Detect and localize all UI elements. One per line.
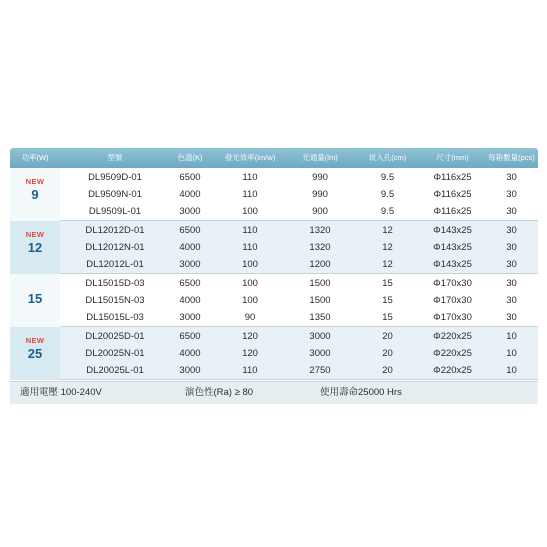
- cell-efficacy: 110: [242, 225, 258, 236]
- cell-qty: 10: [506, 331, 517, 342]
- table-row: [10, 275, 538, 292]
- cell-size: Φ170x30: [433, 295, 472, 306]
- product-group: [10, 327, 538, 380]
- new-badge: NEW: [25, 336, 45, 345]
- cell-cutout: 12: [382, 242, 393, 253]
- cell-color-temp: 6500: [179, 225, 201, 236]
- product-group: [10, 221, 538, 274]
- cell-qty: 30: [506, 278, 517, 289]
- cell-qty: 30: [506, 259, 517, 270]
- cell-model: DL20025N-01: [85, 348, 145, 359]
- cell-model: DL9509D-01: [88, 172, 142, 183]
- header-watt: 功率(W): [21, 153, 49, 162]
- cell-cutout: 20: [382, 365, 393, 376]
- header-cutout: 崁入孔(cm): [368, 153, 407, 162]
- cell-model: DL15015D-03: [85, 278, 145, 289]
- cell-size: Φ170x30: [433, 312, 472, 323]
- cell-cutout: 15: [382, 295, 393, 306]
- cell-qty: 30: [506, 225, 517, 236]
- cell-efficacy: 110: [242, 189, 258, 200]
- cell-size: Φ143x25: [433, 259, 472, 270]
- cell-model: DL20025D-01: [85, 331, 145, 342]
- wattage-value: 12: [27, 240, 43, 255]
- cell-efficacy: 100: [242, 259, 258, 270]
- cell-qty: 30: [506, 206, 517, 217]
- table-row: [10, 345, 538, 362]
- table-header: [10, 148, 538, 168]
- cell-cutout: 9.5: [380, 189, 395, 200]
- cell-qty: 30: [506, 172, 517, 183]
- footer-cri: 演色性(Ra) ≥ 80: [185, 387, 254, 398]
- cell-cutout: 15: [382, 312, 393, 323]
- cell-cutout: 9.5: [380, 172, 395, 183]
- cell-lumen: 990: [312, 172, 328, 183]
- cell-model: DL9509L-01: [88, 206, 142, 217]
- table-row: [10, 328, 538, 345]
- cell-size: Φ220x25: [433, 331, 472, 342]
- cell-color-temp: 3000: [179, 259, 201, 270]
- cell-lumen: 3000: [309, 348, 331, 359]
- table-row: [10, 292, 538, 309]
- cell-model: DL12012N-01: [85, 242, 145, 253]
- table-row: [10, 186, 538, 203]
- cell-model: DL15015L-03: [86, 312, 144, 323]
- cell-lumen: 1350: [309, 312, 331, 323]
- table-row: [10, 256, 538, 273]
- header-model: 型號: [107, 153, 123, 162]
- cell-lumen: 990: [312, 189, 328, 200]
- header-efficacy: 發光效率(lm/w): [224, 153, 276, 162]
- footer-life: 使用壽命25000 Hrs: [320, 387, 402, 398]
- cell-model: DL15015N-03: [85, 295, 145, 306]
- cell-efficacy: 120: [242, 331, 258, 342]
- table-row: [10, 309, 538, 326]
- cell-efficacy: 110: [242, 172, 258, 183]
- spec-table: [10, 148, 538, 403]
- cell-lumen: 1500: [309, 295, 331, 306]
- wattage-value: 15: [27, 291, 43, 306]
- wattage-value: 25: [27, 346, 43, 361]
- table-row: [10, 222, 538, 239]
- cell-efficacy: 100: [242, 278, 258, 289]
- header-size: 尺寸(mm): [436, 153, 469, 162]
- cell-cutout: 15: [382, 278, 393, 289]
- cell-lumen: 1320: [309, 242, 331, 253]
- cell-color-temp: 6500: [179, 278, 201, 289]
- cell-size: Φ143x25: [433, 225, 472, 236]
- cell-size: Φ220x25: [433, 365, 472, 376]
- cell-qty: 30: [506, 189, 517, 200]
- cell-cutout: 20: [382, 348, 393, 359]
- cell-color-temp: 4000: [179, 348, 201, 359]
- cell-efficacy: 90: [244, 312, 256, 323]
- product-group: [10, 274, 538, 327]
- cell-lumen: 1200: [309, 259, 331, 270]
- cell-size: Φ116x25: [433, 206, 472, 217]
- header-color-temp: 色溫(K): [177, 153, 203, 162]
- cell-size: Φ220x25: [433, 348, 472, 359]
- table-row: [10, 362, 538, 379]
- cell-efficacy: 110: [242, 365, 258, 376]
- product-group: [10, 168, 538, 221]
- wattage-value: 9: [31, 187, 39, 202]
- header-qty: 每箱數量(pcs): [488, 153, 535, 162]
- cell-efficacy: 110: [242, 242, 258, 253]
- cell-qty: 10: [506, 348, 517, 359]
- table-row: [10, 239, 538, 256]
- cell-lumen: 3000: [309, 331, 331, 342]
- cell-efficacy: 100: [242, 295, 258, 306]
- cell-qty: 30: [506, 242, 517, 253]
- cell-color-temp: 4000: [179, 295, 201, 306]
- cell-size: Φ170x30: [433, 278, 472, 289]
- cell-efficacy: 120: [242, 348, 258, 359]
- cell-size: Φ116x25: [433, 172, 472, 183]
- cell-model: DL12012D-01: [85, 225, 145, 236]
- table-row: [10, 203, 538, 220]
- new-badge: NEW: [25, 230, 45, 239]
- group-divider: [60, 379, 538, 380]
- cell-cutout: 20: [382, 331, 393, 342]
- footer-voltage: 適用電壓 100-240V: [20, 387, 102, 398]
- cell-color-temp: 4000: [179, 189, 201, 200]
- cell-color-temp: 4000: [179, 242, 201, 253]
- header-lumen: 光通量(lm): [302, 153, 338, 162]
- cell-model: DL9509N-01: [88, 189, 142, 200]
- cell-color-temp: 3000: [179, 206, 201, 217]
- cell-lumen: 900: [312, 206, 328, 217]
- cell-lumen: 1320: [309, 225, 331, 236]
- cell-model: DL20025L-01: [86, 365, 144, 376]
- table-row: [10, 169, 538, 186]
- cell-color-temp: 3000: [179, 365, 201, 376]
- cell-cutout: 9.5: [380, 206, 395, 217]
- cell-model: DL12012L-01: [86, 259, 144, 270]
- cell-qty: 10: [506, 365, 517, 376]
- cell-efficacy: 100: [242, 206, 258, 217]
- cell-qty: 30: [506, 312, 517, 323]
- cell-qty: 30: [506, 295, 517, 306]
- cell-cutout: 12: [382, 225, 393, 236]
- cell-color-temp: 6500: [179, 331, 201, 342]
- cell-cutout: 12: [382, 259, 393, 270]
- cell-size: Φ143x25: [433, 242, 472, 253]
- cell-lumen: 2750: [309, 365, 331, 376]
- cell-color-temp: 3000: [179, 312, 201, 323]
- cell-color-temp: 6500: [179, 172, 201, 183]
- cell-lumen: 1500: [309, 278, 331, 289]
- cell-size: Φ116x25: [433, 189, 472, 200]
- new-badge: NEW: [25, 177, 45, 186]
- table-footer: [10, 381, 538, 404]
